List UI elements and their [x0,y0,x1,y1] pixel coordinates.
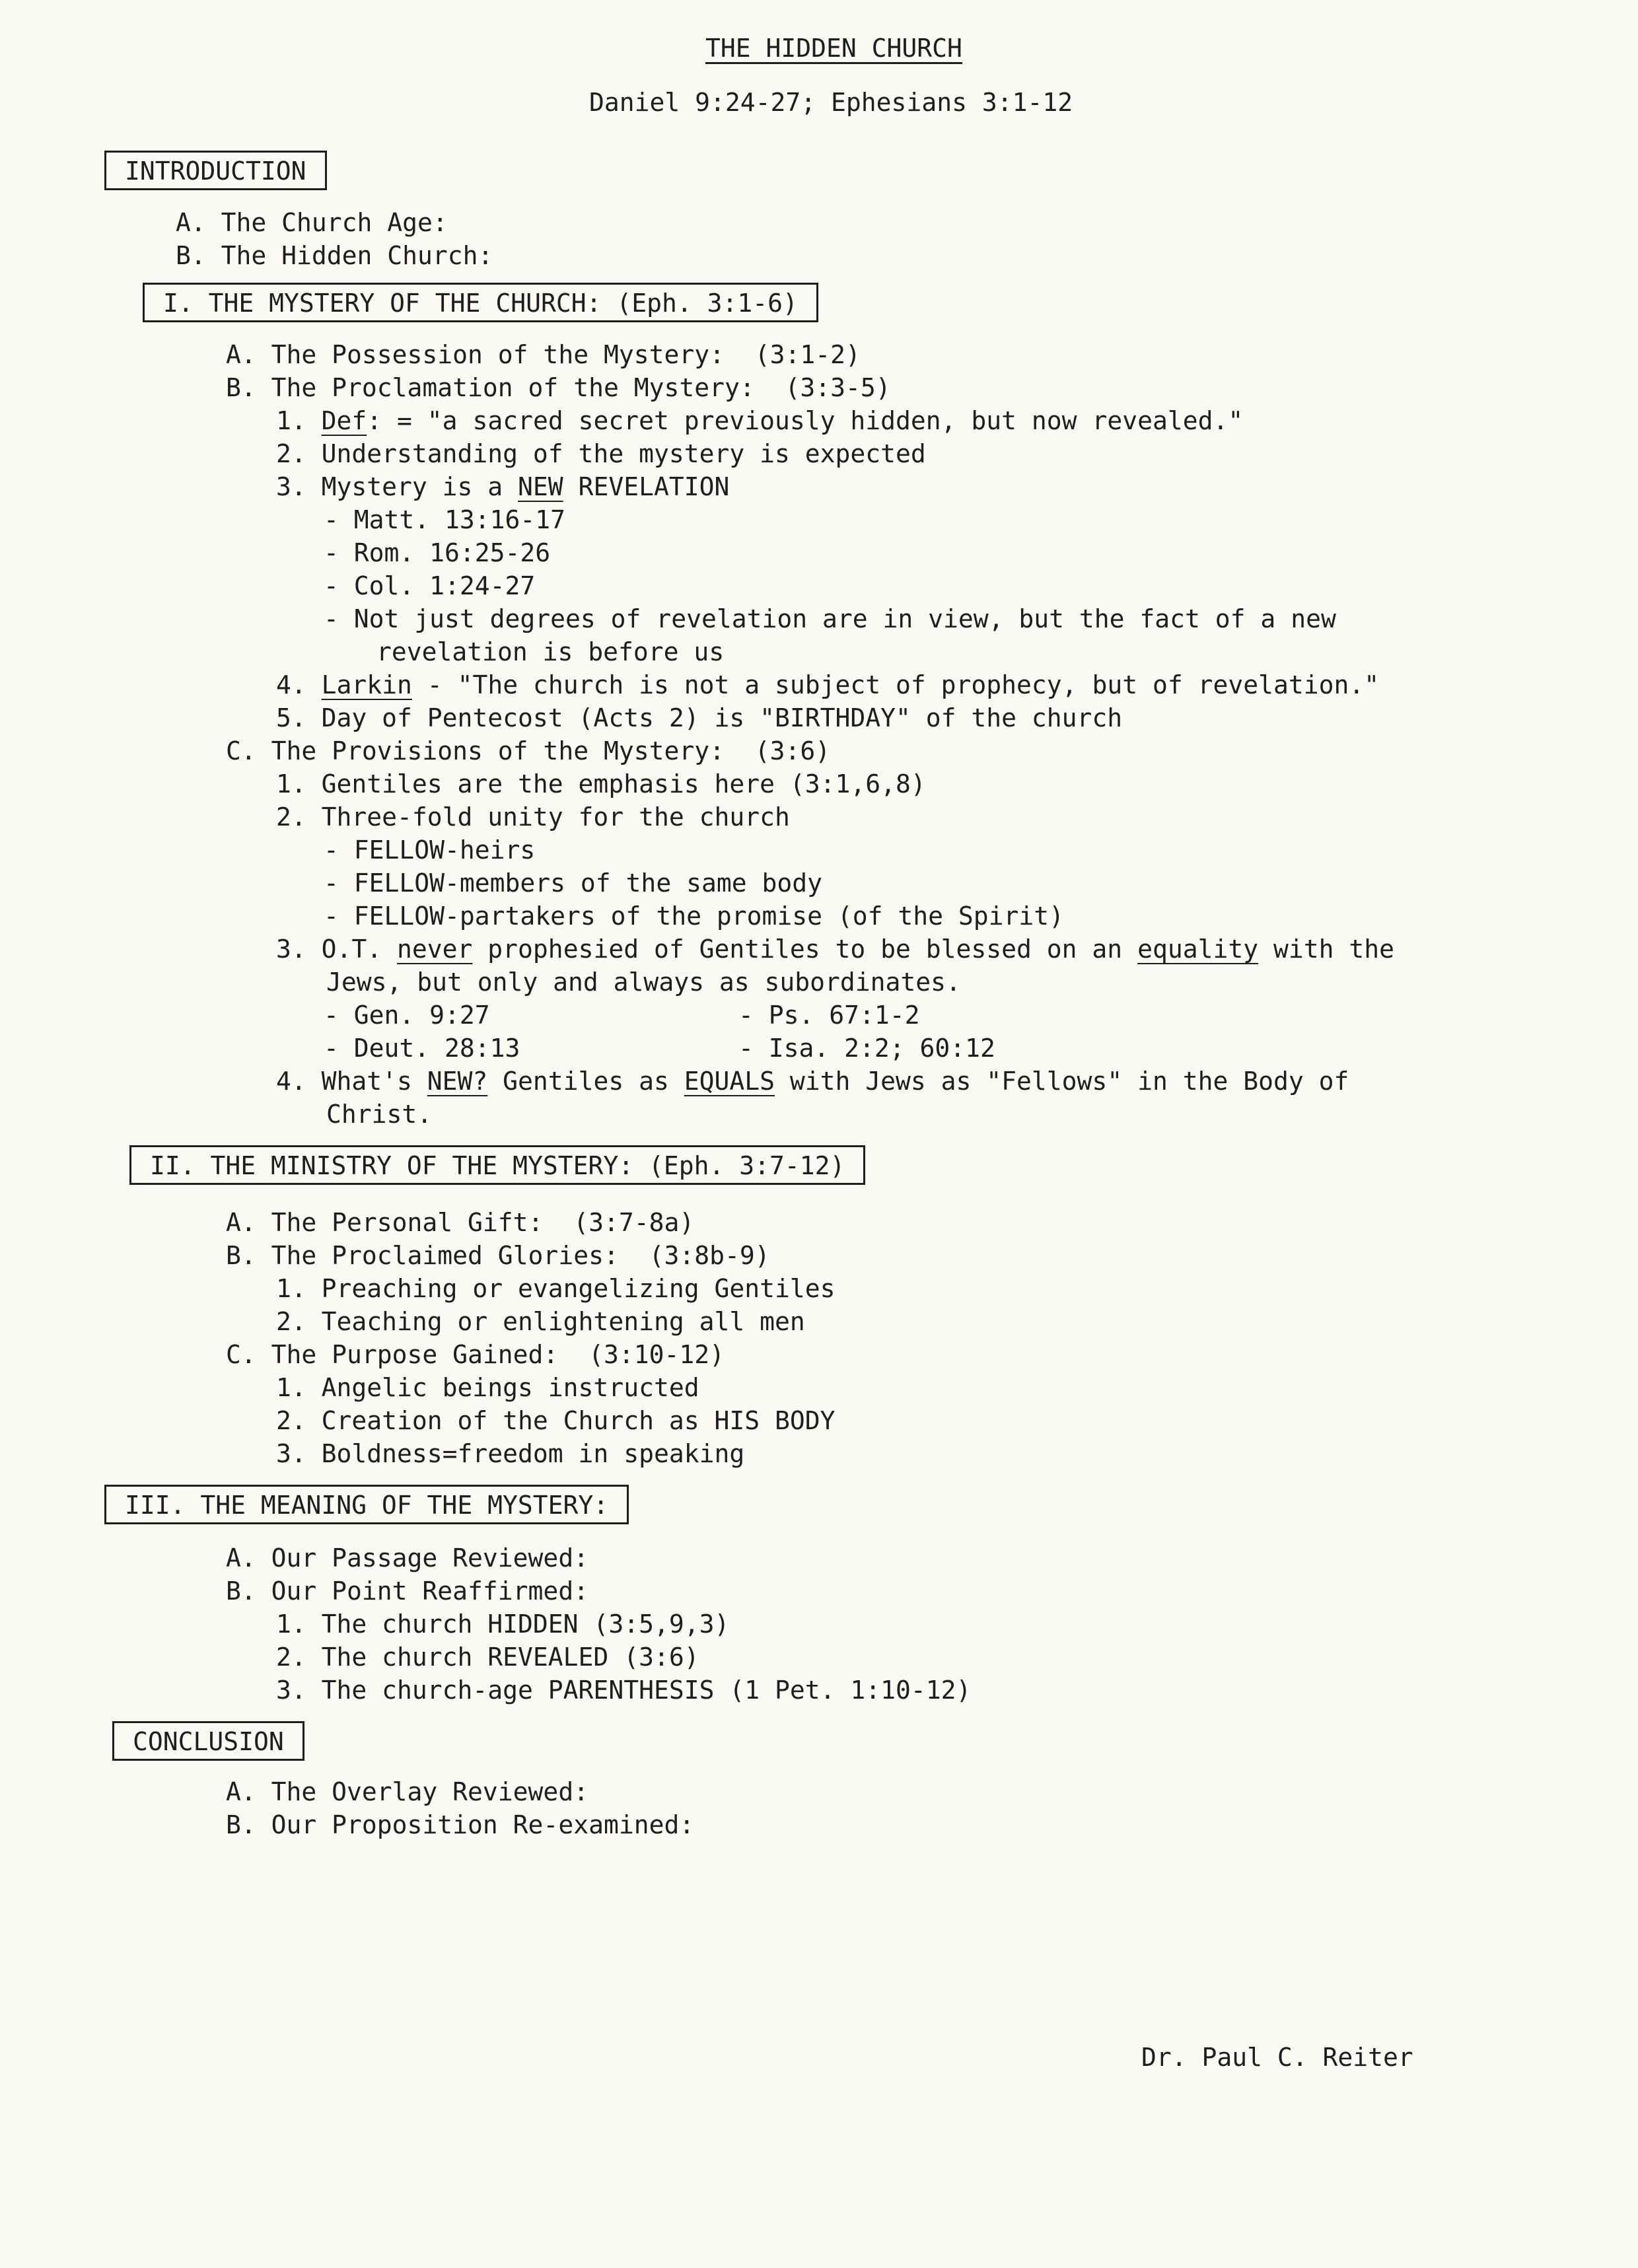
s1-b1-definition [276,404,1243,437]
s3-item-b: B. Our Point Reaffirmed: [226,1577,589,1606]
s1-item-c: C. The Provisions of the Mystery: (3:6) [226,736,831,765]
s1-ref-deut: - Deut. 28:13 [324,1034,520,1063]
section-2-heading: II. THE MINISTRY OF THE MYSTERY: (Eph. 3:7-12) [129,1145,865,1185]
s2-item-b: B. The Proclaimed Glories: (3:8b-9) [226,1241,770,1270]
c4-prefix: 4. What's [276,1067,427,1096]
s1-b4-larkin [276,668,1379,701]
s3-b1: 1. The church HIDDEN (3:5,9,3) [276,1610,730,1639]
larkin-name: Larkin [321,670,412,699]
conclusion-item-a: A. The Overlay Reviewed: [226,1777,589,1806]
author-signature: Dr. Paul C. Reiter [1141,2043,1413,2072]
list-number: 1. [276,406,306,435]
s1-b3-note-line2: revelation is before us [376,637,725,666]
page-title: THE HIDDEN CHURCH [705,34,962,63]
section-1-heading: I. THE MYSTERY OF THE CHURCH: (Eph. 3:1-6) [143,283,818,322]
s1-ref-isa: - Isa. 2:2; 60:12 [738,1034,995,1063]
s1-fellow-heirs: - FELLOW-heirs [324,835,536,865]
s1-c3-line1 [276,933,1394,966]
s1-item-b: B. The Proclamation of the Mystery: (3:3-5) [226,373,891,402]
conclusion-item-b: B. Our Proposition Re-examined: [226,1810,695,1839]
def-text: : = "a sacred secret previously hidden, but now revealed." [367,406,1244,435]
c4-middle: Gentiles as [487,1067,684,1096]
s1-c1: 1. Gentiles are the emphasis here (3:1,6,8) [276,769,926,798]
s1-c3-line2: Jews, but only and always as subordinates. [326,968,961,997]
s1-c4-line1 [276,1065,1349,1098]
c3-suffix: with the [1258,935,1394,964]
s1-b3 [276,470,729,503]
s1-ref-matt: - Matt. 13:16-17 [324,505,566,534]
equality-emphasis: equality [1137,935,1259,964]
c3-middle: prophesied of Gentiles to be blessed on an [472,935,1138,964]
s1-b2: 2. Understanding of the mystery is expected [276,439,926,468]
s2-item-a: A. The Personal Gift: (3:7-8a) [226,1208,695,1237]
never-emphasis: never [397,935,473,964]
s2-c2: 2. Creation of the Church as HIS BODY [276,1406,836,1435]
b3-prefix: 3. Mystery is a [276,472,518,501]
introduction-heading: INTRODUCTION [104,151,327,190]
s1-ref-rom: - Rom. 16:25-26 [324,538,551,567]
equals-emphasis: EQUALS [684,1067,775,1096]
s2-c3: 3. Boldness=freedom in speaking [276,1439,745,1468]
s1-item-a: A. The Possession of the Mystery: (3:1-2) [226,340,861,369]
s1-fellow-partakers: - FELLOW-partakers of the promise (of the Spirit) [324,902,1065,931]
s2-item-c: C. The Purpose Gained: (3:10-12) [226,1340,725,1369]
b3-suffix: REVELATION [563,472,730,501]
s1-b3-note-line1: - Not just degrees of revelation are in view, but the fact of a new [324,604,1336,633]
s3-item-a: A. Our Passage Reviewed: [226,1543,589,1573]
larkin-quote: - "The church is not a subject of prophecy, but of revelation." [411,670,1380,699]
intro-item-b: B. The Hidden Church: [176,241,493,270]
def-term: Def [321,406,367,435]
s3-b2: 2. The church REVEALED (3:6) [276,1643,699,1672]
s1-fellow-members: - FELLOW-members of the same body [324,868,822,898]
s1-b5: 5. Day of Pentecost (Acts 2) is "BIRTHDAY" of the church [276,703,1123,732]
s1-ref-gen: - Gen. 9:27 [324,1001,490,1030]
new-emphasis: NEW [518,472,563,501]
s1-c2: 2. Three-fold unity for the church [276,802,790,832]
s3-b3: 3. The church-age PARENTHESIS (1 Pet. 1:10-12) [276,1676,972,1705]
s1-ref-col: - Col. 1:24-27 [324,571,536,600]
intro-item-a: A. The Church Age: [176,208,448,237]
list-number: 4. [276,670,306,699]
s2-c1: 1. Angelic beings instructed [276,1373,699,1402]
s1-c4-line2: Christ. [326,1100,433,1129]
c4-suffix: with Jews as "Fellows" in the Body of [775,1067,1349,1096]
conclusion-heading: CONCLUSION [112,1721,304,1761]
s1-ref-ps: - Ps. 67:1-2 [738,1001,920,1030]
scripture-reference: Daniel 9:24-27; Ephesians 3:1-12 [589,88,1073,117]
section-3-heading: III. THE MEANING OF THE MYSTERY: [104,1485,629,1524]
s2-b2: 2. Teaching or enlightening all men [276,1307,805,1336]
c3-prefix: 3. O.T. [276,935,398,964]
new-question: NEW? [427,1067,488,1096]
s2-b1: 1. Preaching or evangelizing Gentiles [276,1274,836,1303]
